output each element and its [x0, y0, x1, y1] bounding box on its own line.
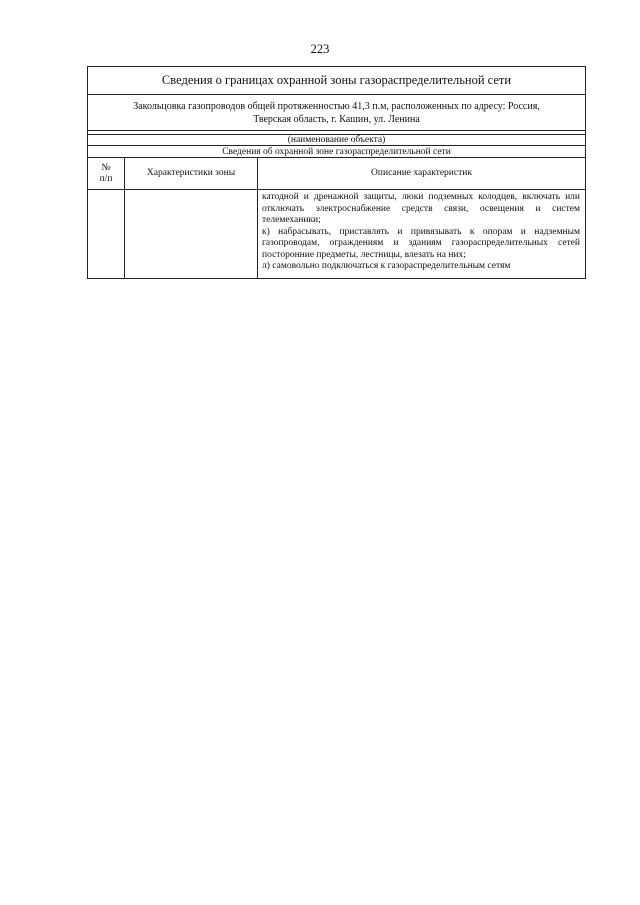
page-number: 223	[310, 42, 330, 56]
object-name	[88, 95, 585, 131]
table-header-row	[88, 158, 585, 190]
column-number-line-1: №	[101, 162, 111, 173]
column-number-line-2: п/п	[99, 173, 113, 184]
description-paragraph: катодной и дренажной защиты, люки подземных колодцев, включать или отключать электроснабжение средств связи, освещения и систем телемеханики;	[262, 192, 580, 225]
column-characteristics: Характеристики зоны	[125, 158, 258, 190]
column-number	[88, 158, 125, 190]
zone-header: Сведения об охранной зоне газораспределительной сети	[88, 146, 585, 158]
characteristics-table	[88, 158, 585, 278]
object-caption: (наименование объекта)	[88, 135, 585, 146]
column-description: Описание характеристик	[258, 158, 586, 190]
table-row	[88, 190, 585, 279]
description-paragraph: л) самовольно подключаться к газораспределительным сетям	[262, 261, 511, 271]
object-name-line-2: Тверская область, г. Кашин, ул. Ленина	[253, 114, 420, 125]
description-paragraph: к) набрасывать, приставлять и привязывать к опорам и надземным газопроводам, ограждениям и зданиям газораспределительных сетей посторонние предметы, лестницы, влезать на них;	[262, 226, 580, 260]
document-title: Сведения о границах охранной зоны газораспределительной сети	[88, 67, 585, 95]
row-description	[258, 190, 586, 279]
document-table	[87, 66, 586, 279]
row-characteristic	[125, 190, 258, 279]
row-number	[88, 190, 125, 279]
object-name-line-1: Закольцовка газопроводов общей протяженностью 41,3 п.м, расположенных по адресу: Россия,	[133, 101, 540, 112]
